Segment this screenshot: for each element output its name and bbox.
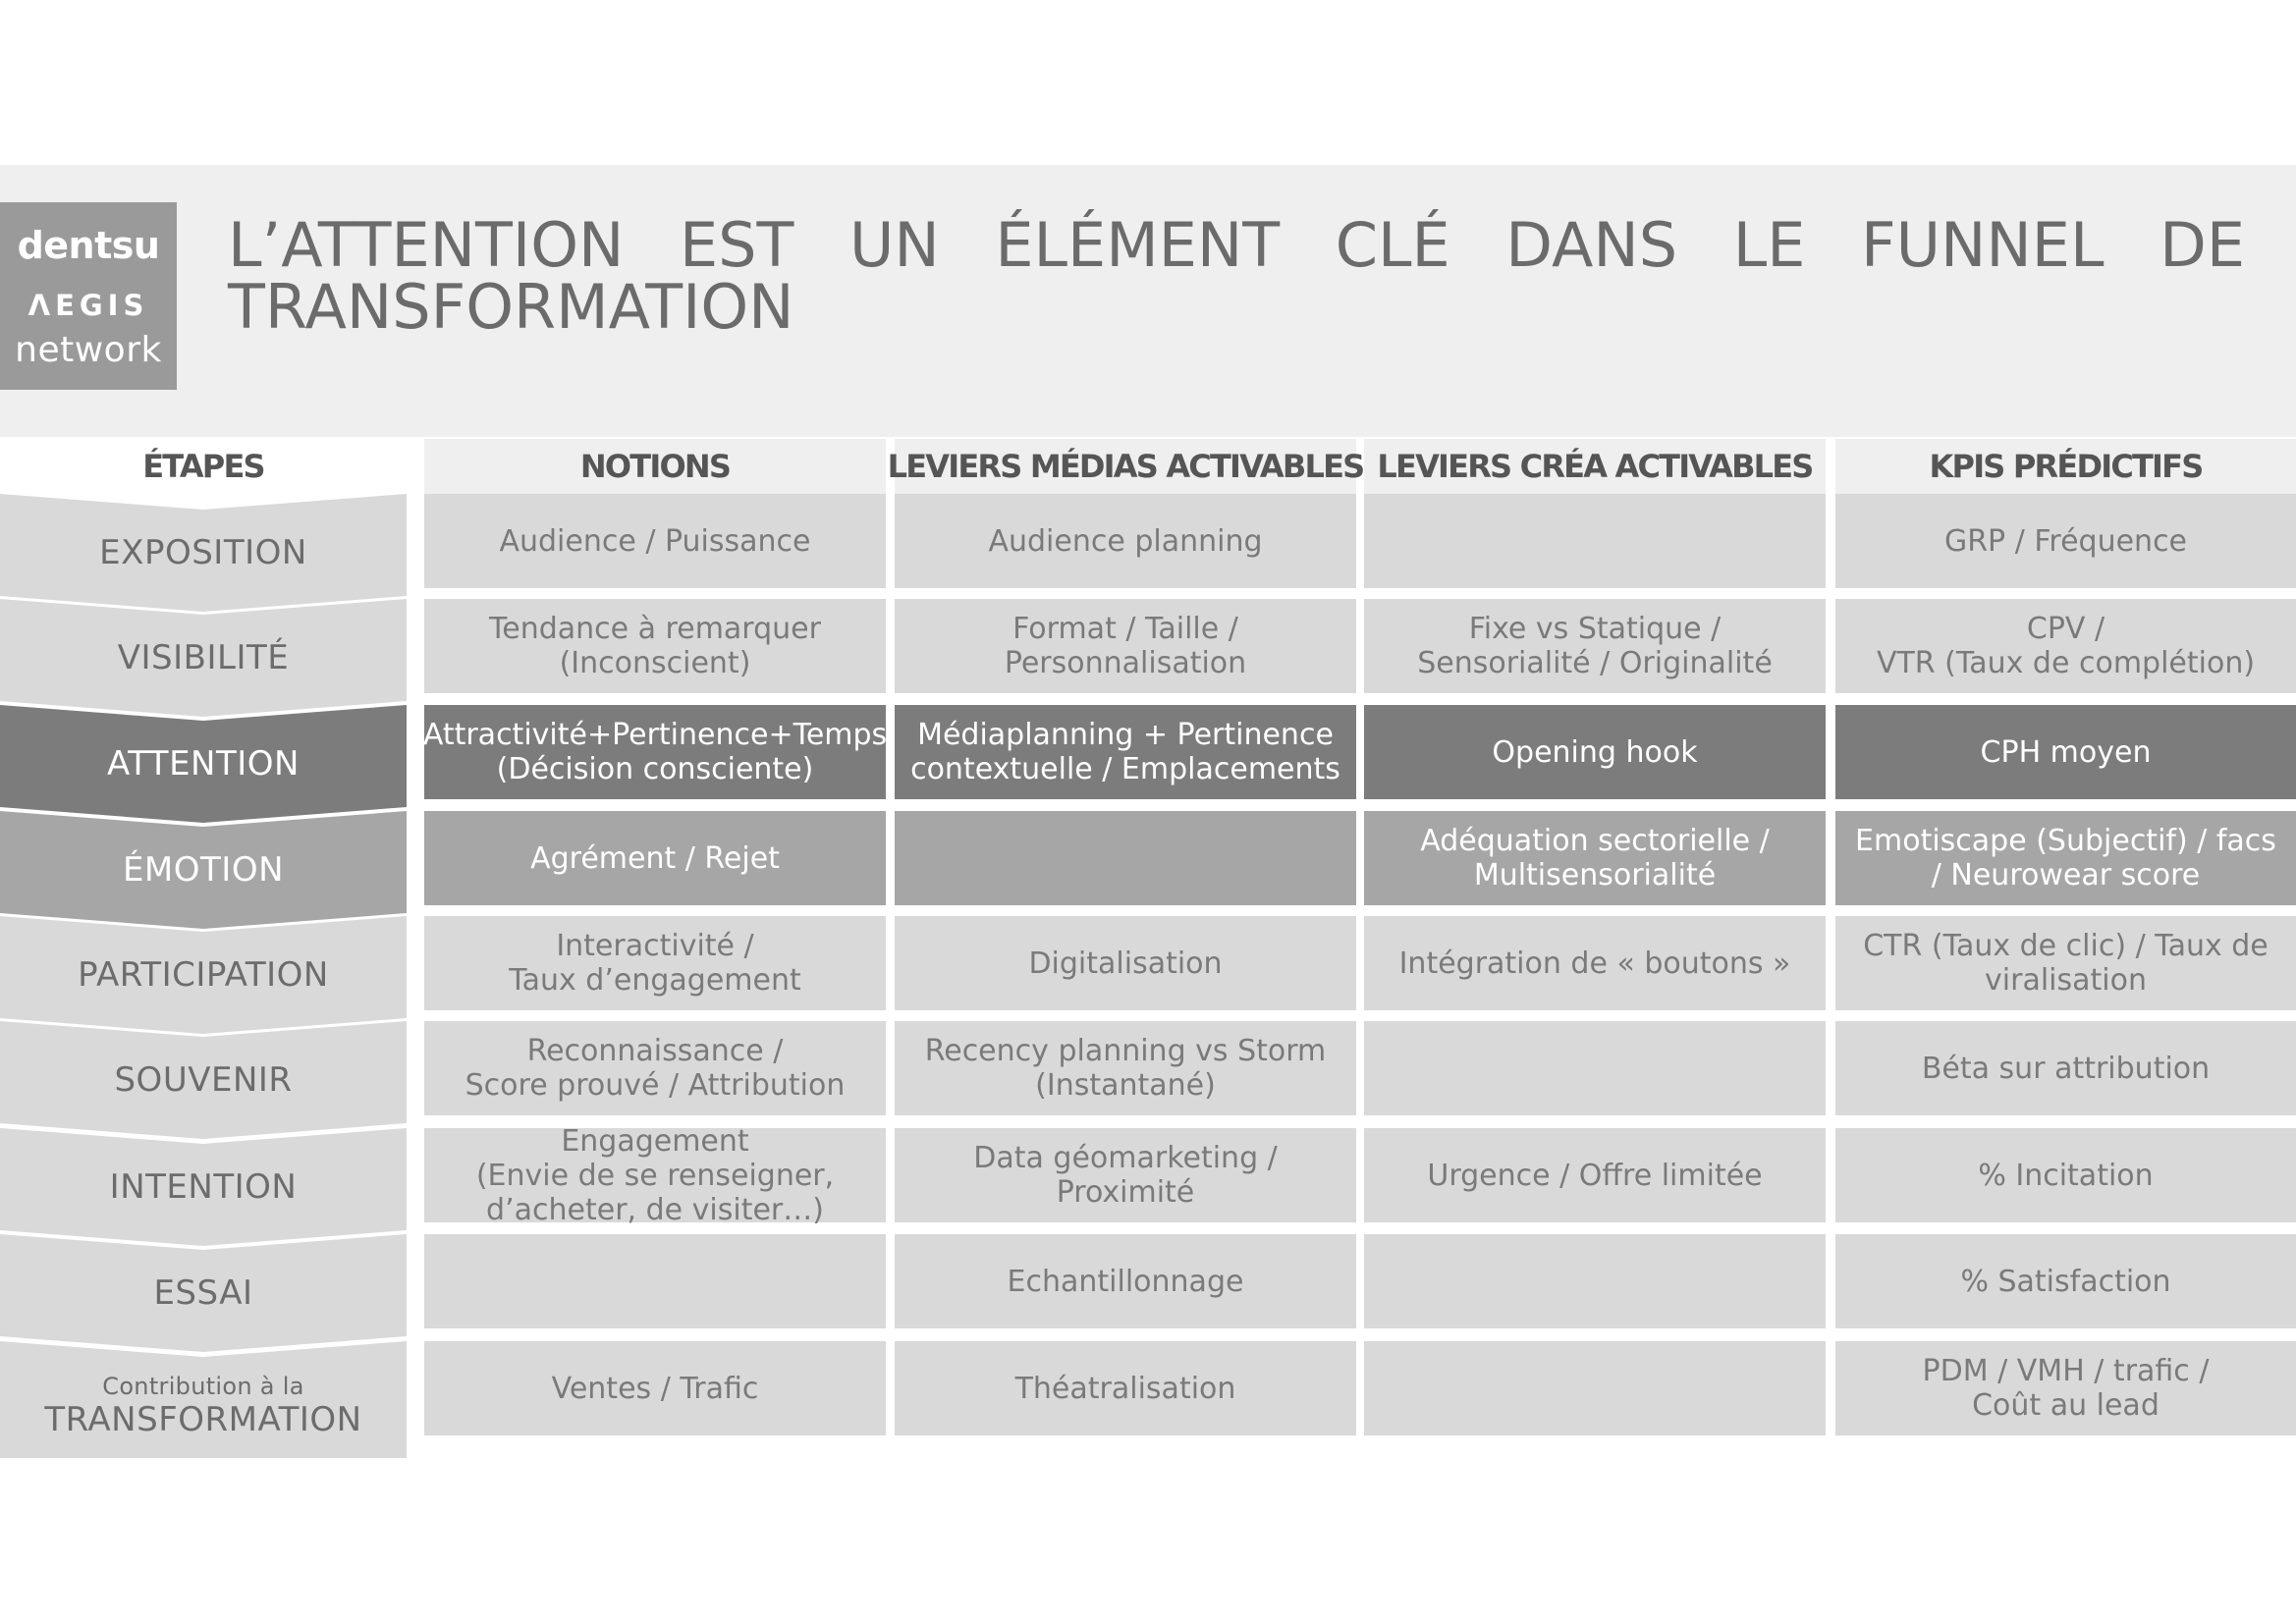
cell-text: Urgence / Offre limitée xyxy=(1427,1158,1763,1193)
cell-text: Adéquation sectorielle / Multisensorialité xyxy=(1420,824,1770,892)
title-word: DANS xyxy=(1505,209,1678,281)
stage-emotion xyxy=(0,811,407,929)
stage-label: ÉMOTION xyxy=(122,850,285,890)
stage-label-small: Contribution à la xyxy=(102,1372,304,1400)
cell-text: Médiaplanning + Pertinence contextuelle / Emplacements xyxy=(910,718,1340,786)
cell-text: Format / Taille / Personnalisation xyxy=(1004,612,1247,680)
column-header-etapes: ÉTAPES xyxy=(0,439,407,494)
cell-text: Ventes / Trafic xyxy=(551,1371,759,1406)
column-header-leviers-medias: LEVIERS MÉDIAS ACTIVABLES xyxy=(895,439,1356,494)
cell-notions xyxy=(424,1123,886,1227)
title-word: L’ATTENTION xyxy=(228,209,625,281)
cell-leviers-medias xyxy=(895,916,1356,1010)
cell-text: Emotiscape (Subjectif) / facs / Neurowear score xyxy=(1855,824,2276,892)
cell-text: CPV / VTR (Taux de complétion) xyxy=(1876,612,2256,680)
stage-intention xyxy=(0,1128,407,1246)
cell-leviers-medias xyxy=(895,811,1356,905)
cell-text: Fixe vs Statique / Sensorialité / Originalité xyxy=(1417,612,1773,680)
logo-dentsu: dentsu xyxy=(17,224,160,267)
cell-text: GRP / Fréquence xyxy=(1943,523,2188,559)
logo-aegis: ΛEGIS xyxy=(27,289,149,322)
cell-leviers-crea xyxy=(1364,1234,1826,1328)
cell-kpis xyxy=(1835,705,2296,799)
stage-label: ATTENTION xyxy=(107,744,300,784)
stage-label: VISIBILITÉ xyxy=(117,638,290,677)
stage-label: PARTICIPATION xyxy=(78,955,329,995)
cell-text: Reconnaissance / Score prouvé / Attribution xyxy=(465,1034,846,1103)
stage-essai xyxy=(0,1234,407,1352)
title-word: UN xyxy=(848,209,940,281)
stage-souvenir xyxy=(0,1021,407,1139)
cell-text: Digitalisation xyxy=(1028,946,1223,981)
page-title xyxy=(228,209,2245,343)
cell-leviers-medias xyxy=(895,1341,1356,1435)
title-word: CLÉ xyxy=(1335,209,1450,281)
stage-label: INTENTION xyxy=(109,1167,298,1207)
cell-text: % Incitation xyxy=(1978,1158,2154,1193)
cell-notions xyxy=(424,705,886,799)
cell-kpis xyxy=(1835,599,2296,693)
cell-text: Interactivité / Taux d’engagement xyxy=(509,929,801,998)
column-header-leviers-crea: LEVIERS CRÉA ACTIVABLES xyxy=(1364,439,1826,494)
cell-leviers-medias xyxy=(895,1128,1356,1222)
cell-kpis xyxy=(1835,1128,2296,1222)
cell-text: Théatralisation xyxy=(1014,1371,1236,1406)
dentsu-aegis-logo xyxy=(0,202,177,390)
cell-kpis xyxy=(1835,916,2296,1010)
column-header-kpis: KPIS PRÉDICTIFS xyxy=(1835,439,2296,494)
cell-notions xyxy=(424,811,886,905)
stage-label-big: TRANSFORMATION xyxy=(44,1399,362,1439)
cell-leviers-crea xyxy=(1364,599,1826,693)
stage-participation xyxy=(0,916,407,1034)
cell-notions xyxy=(424,599,886,693)
title-word: LE xyxy=(1732,209,1806,281)
cell-kpis xyxy=(1835,494,2296,588)
cell-text: Engagement (Envie de se renseigner, d’acheter, de visiter…) xyxy=(475,1123,835,1227)
cell-text: Audience planning xyxy=(988,523,1263,559)
cell-notions xyxy=(424,1021,886,1115)
stage-label: SOUVENIR xyxy=(114,1060,293,1100)
cell-text: Agrément / Rejet xyxy=(530,840,780,876)
cell-text: CPH moyen xyxy=(1980,734,2152,770)
cell-text: Recency planning vs Storm (Instantané) xyxy=(924,1034,1327,1103)
cell-kpis xyxy=(1835,1341,2296,1435)
title-word: EST xyxy=(679,209,794,281)
cell-leviers-medias xyxy=(895,1234,1356,1328)
cell-text: Attractivité+Pertinence+Temps (Décision consciente) xyxy=(422,718,888,786)
title-line-2: TRANSFORMATION xyxy=(228,271,794,343)
cell-leviers-crea xyxy=(1364,1341,1826,1435)
stage-exposition xyxy=(0,494,407,612)
stage-attention xyxy=(0,705,407,823)
stage-visibilite xyxy=(0,599,407,717)
cell-text: Opening hook xyxy=(1492,734,1698,770)
logo-network: network xyxy=(15,330,162,370)
cell-text: Echantillonnage xyxy=(1007,1264,1244,1299)
cell-leviers-crea xyxy=(1364,705,1826,799)
cell-kpis xyxy=(1835,811,2296,905)
title-word: DE xyxy=(2159,209,2245,281)
stage-label: EXPOSITION xyxy=(99,533,307,572)
cell-text: Audience / Puissance xyxy=(499,523,811,559)
cell-text: Tendance à remarquer (Inconscient) xyxy=(489,612,821,680)
cell-text: Data géomarketing / Proximité xyxy=(973,1141,1278,1210)
cell-leviers-medias xyxy=(895,705,1356,799)
cell-notions xyxy=(424,494,886,588)
cell-text: Béta sur attribution xyxy=(1921,1051,2211,1086)
cell-leviers-crea xyxy=(1364,811,1826,905)
cell-leviers-medias xyxy=(895,494,1356,588)
cell-text: % Satisfaction xyxy=(1960,1264,2171,1299)
cell-notions xyxy=(424,916,886,1010)
cell-kpis xyxy=(1835,1021,2296,1115)
cell-kpis xyxy=(1835,1234,2296,1328)
cell-leviers-medias xyxy=(895,1021,1356,1115)
cell-text: PDM / VMH / trafic / Coût au lead xyxy=(1922,1354,2210,1423)
column-header-notions: NOTIONS xyxy=(424,439,886,494)
cell-leviers-crea xyxy=(1364,1128,1826,1222)
title-word: ÉLÉMENT xyxy=(995,209,1281,281)
cell-text: CTR (Taux de clic) / Taux de viralisation xyxy=(1863,929,2269,998)
cell-leviers-crea xyxy=(1364,916,1826,1010)
cell-leviers-medias xyxy=(895,599,1356,693)
stage-label: ESSAI xyxy=(153,1273,253,1313)
title-line-1 xyxy=(228,209,2245,281)
stage-label xyxy=(44,1361,361,1439)
cell-notions xyxy=(424,1234,886,1328)
stage-transformation xyxy=(0,1341,407,1458)
cell-text: Intégration de « boutons » xyxy=(1398,946,1791,981)
cell-leviers-crea xyxy=(1364,1021,1826,1115)
cell-leviers-crea xyxy=(1364,494,1826,588)
title-word: FUNNEL xyxy=(1860,209,2105,281)
cell-notions xyxy=(424,1341,886,1435)
